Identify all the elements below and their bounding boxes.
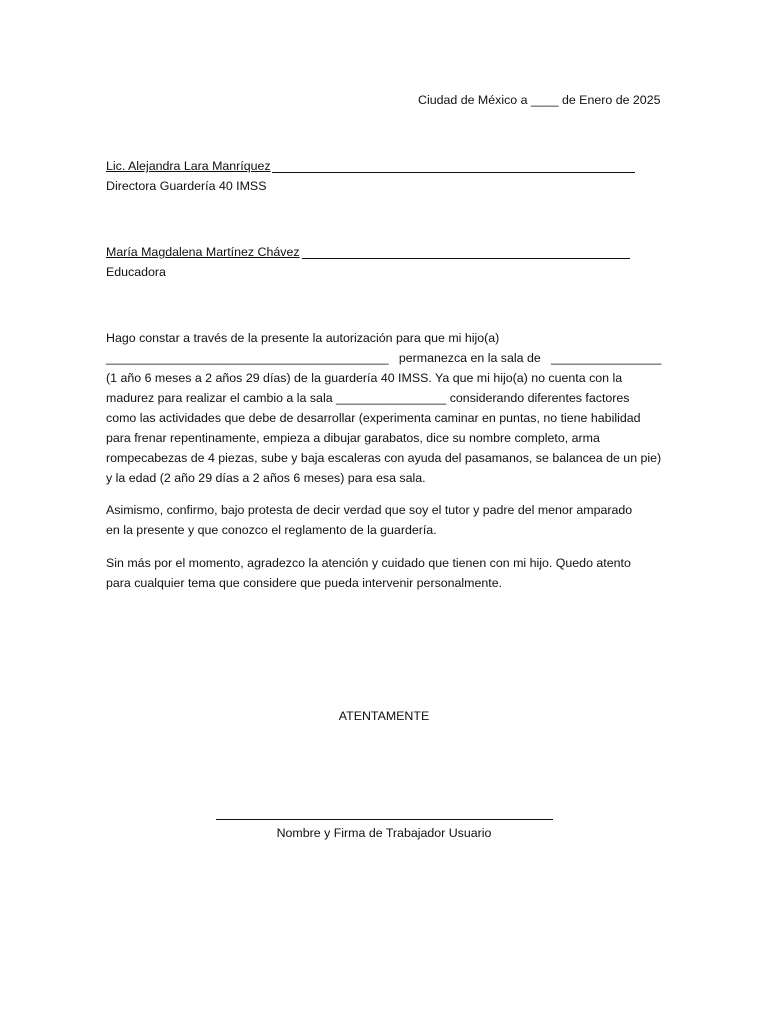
paragraph-line: rompecabezas de 4 piezas, sube y baja escaleras con ayuda del pasamanos, se balancea de un pie) (106, 451, 662, 465)
teacher-name: María Magdalena Martínez Chávez (106, 245, 300, 259)
teacher-role: Educadora (106, 265, 166, 279)
paragraph-line: Hago constar a través de la presente la autorización para que mi hijo(a) (106, 331, 500, 345)
closing-paragraph (106, 553, 666, 593)
paragraph-line: (1 año 6 meses a 2 años 29 días) de la guardería 40 IMSS. Ya que mi hijo(a) no cuenta con la (106, 371, 623, 385)
paragraph-line: Asimismo, confirmo, bajo protesta de decir verdad que soy el tutor y padre del menor amparado (106, 503, 633, 517)
paragraph-line: Sin más por el momento, agradezco la atención y cuidado que tienen con mi hijo. Quedo atento (106, 556, 631, 570)
recipient-name: Lic. Alejandra Lara Manríquez (106, 159, 271, 173)
paragraph-line: para cualquier tema que considere que pueda intervenir personalmente. (106, 576, 503, 590)
paragraph-line: en la presente y que conozco el reglamento de la guardería. (106, 523, 437, 537)
paragraph-line: madurez para realizar el cambio a la sala ________________ considerando diferentes factores (106, 391, 630, 405)
confirmation-paragraph (106, 500, 666, 540)
recipient-role: Directora Guardería 40 IMSS (106, 179, 267, 193)
closing-salutation: ATENTAMENTE (338, 709, 430, 723)
signature-line (216, 819, 553, 820)
date-line: Ciudad de México a ____ de Enero de 2025 (418, 93, 661, 107)
paragraph-line: como las actividades que debe de desarrollar (experimenta caminar en puntas, no tiene habilidad (106, 411, 641, 425)
paragraph-line: y la edad (2 año 29 días a 2 años 6 meses) para esa sala. (106, 471, 426, 485)
paragraph-line: para frenar repentinamente, empieza a dibujar garabatos, dice su nombre completo, arma (106, 431, 600, 445)
teacher-underline (302, 258, 630, 259)
authorization-paragraph (106, 328, 666, 488)
paragraph-line: _________________________________________ permanezca en la sala de ________________ (106, 351, 662, 365)
recipient-underline (272, 172, 635, 173)
signature-label: Nombre y Firma de Trabajador Usuario (276, 826, 492, 840)
